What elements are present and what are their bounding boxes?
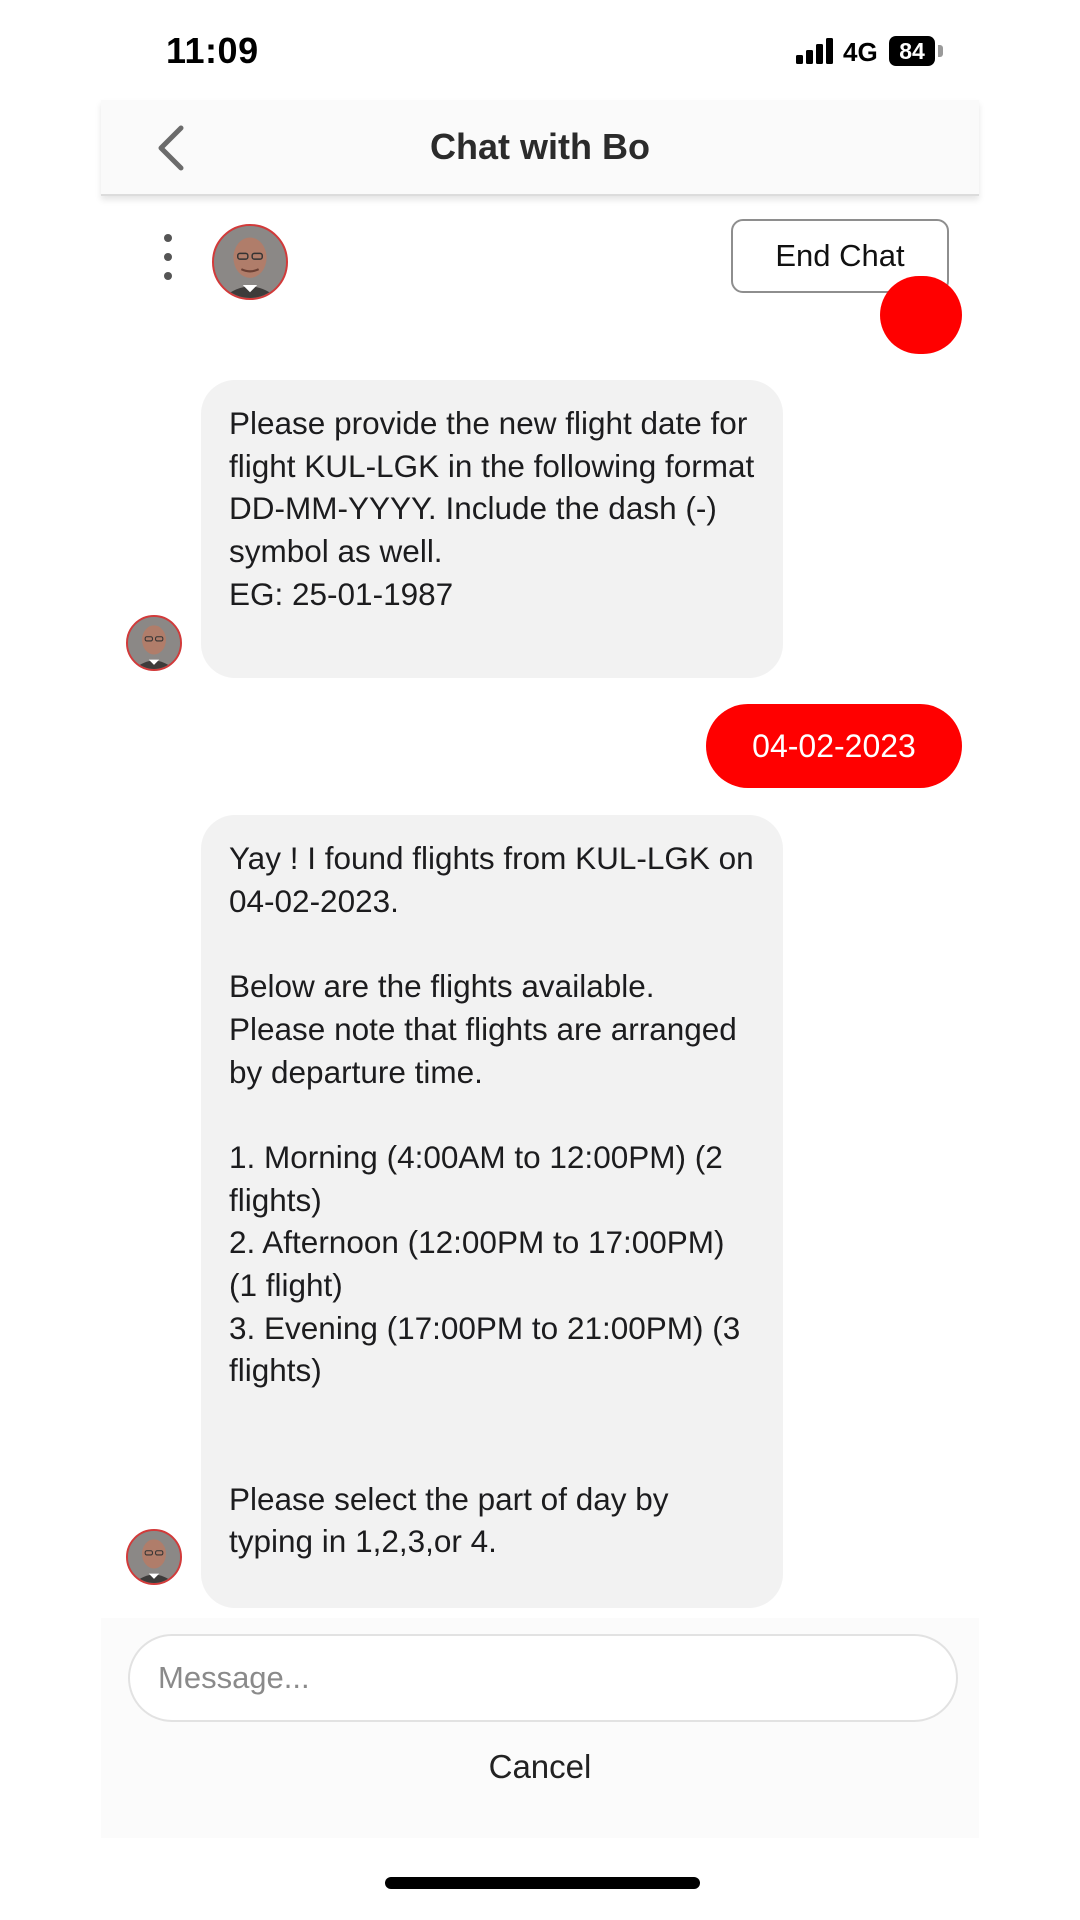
- back-button[interactable]: [151, 120, 191, 176]
- more-vertical-icon: [164, 234, 172, 242]
- agent-avatar: [212, 224, 288, 300]
- signal-icon: [796, 38, 836, 64]
- more-vertical-icon-dot: [164, 272, 172, 280]
- user-message: 04-02-2023: [706, 704, 962, 788]
- bot-avatar-image: [128, 617, 180, 669]
- battery-cap: [938, 45, 943, 57]
- cancel-button[interactable]: Cancel: [101, 1738, 979, 1794]
- chevron-left-icon: [151, 120, 191, 176]
- bot-avatar: [126, 1529, 182, 1585]
- message-input[interactable]: [128, 1634, 958, 1722]
- composer: [101, 1618, 979, 1838]
- agent-avatar-image: [214, 226, 286, 298]
- status-time: 11:09: [166, 30, 259, 71]
- battery-level: 84: [889, 36, 935, 66]
- bot-message: Please provide the new flight date for flight KUL-LGK in the following format DD-MM-YYYY. Include the dash (-) symbol as well. EG: 25-01-1987: [201, 380, 783, 678]
- previous-user-message: [880, 276, 962, 354]
- more-options-button[interactable]: [158, 232, 178, 282]
- page-title: Chat with Bo: [430, 126, 650, 167]
- end-chat-button[interactable]: End Chat: [731, 219, 949, 293]
- home-indicator[interactable]: [385, 1877, 700, 1889]
- battery-icon: [889, 36, 945, 66]
- bot-avatar: [126, 615, 182, 671]
- status-bar: [0, 0, 1080, 100]
- more-vertical-icon-dot: [164, 253, 172, 261]
- chat-header: [101, 100, 979, 196]
- bot-avatar-image: [128, 1531, 180, 1583]
- bot-message: Yay ! I found flights from KUL-LGK on 04-02-2023. Below are the flights available. Please note that flights are arranged by departure time. 1. Morning (4:00AM to 12:00PM) (2 flights) 2. Afternoon (12:00PM to 17:00PM) (1 flight) 3. Evening (17:00PM to 21:00PM) (3 flights) Please select the part of day by typing in 1,2,3,or 4.: [201, 815, 783, 1608]
- message-list[interactable]: [101, 318, 979, 1618]
- network-label: 4G: [843, 37, 878, 67]
